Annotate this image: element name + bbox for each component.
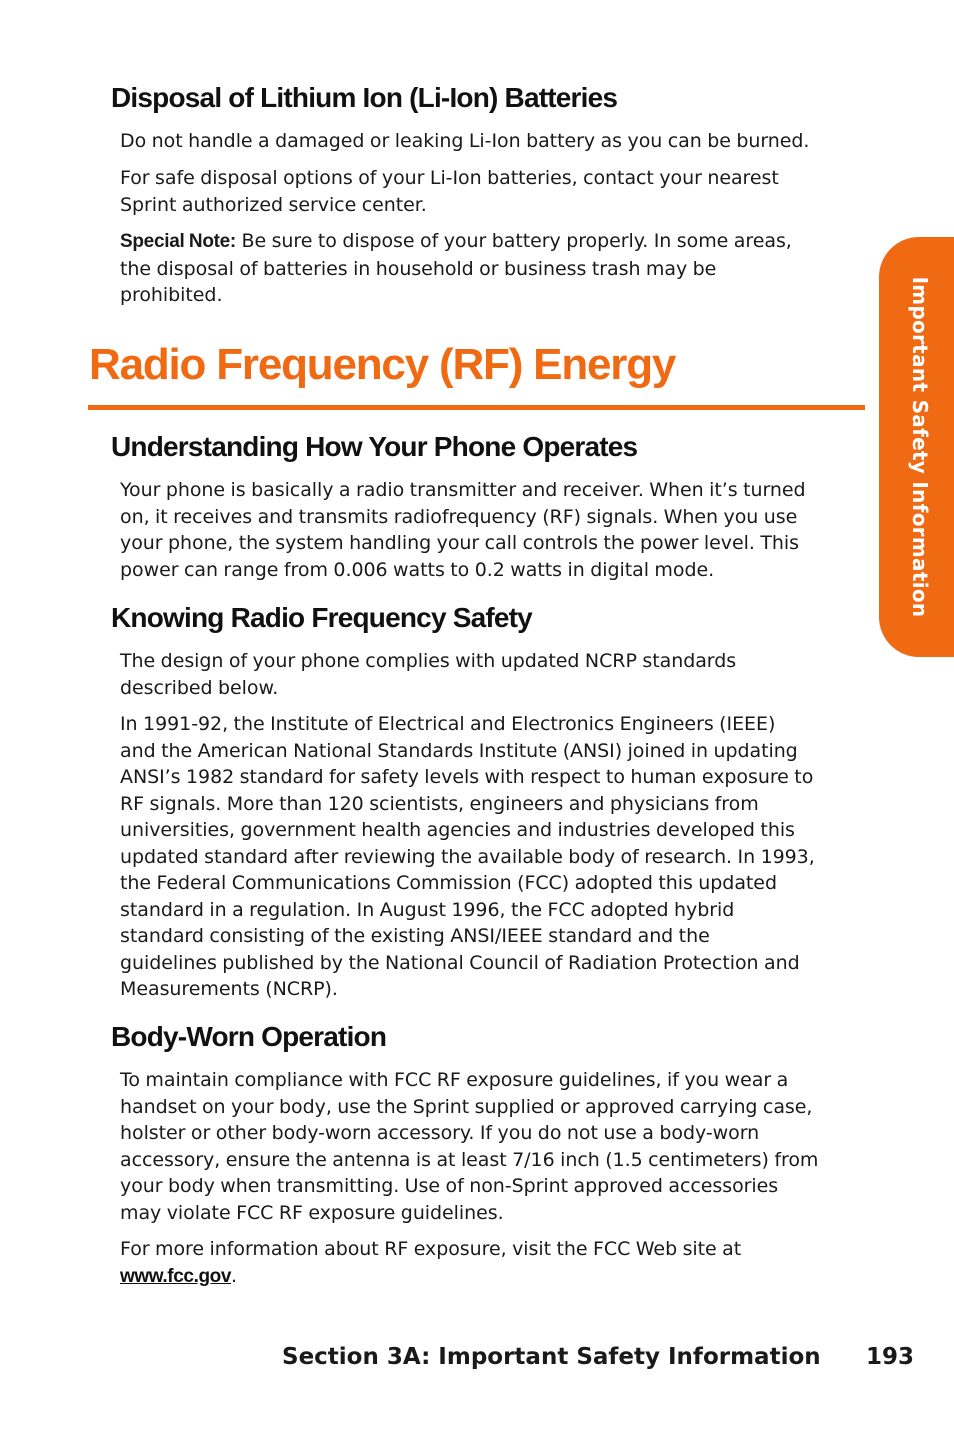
special-note-paragraph [120,228,866,309]
title-underline-rule [88,405,865,410]
battery-warning-paragraph: Do not handle a damaged or leaking Li-Ion battery as you can be burned. [120,130,810,152]
text-line: RF signals. More than 120 scientists, engineers and physicians from [120,792,759,815]
text-line: Sprint authorized service center. [120,193,427,216]
text-line: For more information about RF exposure, visit the FCC Web site at [120,1238,742,1260]
text-line: standard consisting of the existing ANSI/IEEE standard and the [120,925,710,947]
link-suffix: . [231,1264,238,1287]
body-worn-paragraph [120,1067,866,1226]
text-line: ANSI’s 1982 standard for safety levels with respect to human exposure to [120,766,814,788]
side-tab-label: Important Safety Information [908,276,932,618]
text-line: your phone, the system handling your call controls the power level. This [120,532,799,554]
rf-standards-history-paragraph [120,711,866,1003]
text-line: universities, government health agencies and industries developed this [120,819,795,841]
special-note-label: Special Note: [120,231,236,252]
text-line: guidelines published by the National Council of Radiation Protection and [120,951,800,974]
text-line: Be sure to dispose of your battery properly. In some areas, [235,230,792,252]
text-line: your body when transmitting. Use of non-Sprint approved accessories [120,1175,779,1197]
text-line: updated standard after reviewing the available body of research. In 1993, [120,845,815,868]
footer-section-label: Section 3A: Important Safety Information [282,1344,821,1370]
fcc-website-link[interactable]: www.fcc.gov [120,1265,232,1287]
battery-disposal-paragraph [120,165,866,218]
text-line: on, it receives and transmits radiofrequency (RF) signals. When you use [120,505,798,528]
text-line: power can range from 0.006 watts to 0.2 watts in digital mode. [120,558,715,581]
text-line: handset on your body, use the Sprint supplied or approved carrying case, [120,1095,813,1118]
section-heading-phone-operation: Understanding How Your Phone Operates [111,431,638,462]
page-title: Radio Frequency (RF) Energy [89,340,676,389]
text-line: Measurements (NCRP). [120,978,338,1000]
text-line: holster or other body-worn accessory. If you do not use a body-worn [120,1122,760,1144]
text-line: and the American National Standards Institute (ANSI) joined in updating [120,739,798,762]
text-line: the Federal Communications Commission (FCC) adopted this updated [120,872,777,894]
text-line: prohibited. [120,284,223,306]
more-info-paragraph [120,1236,866,1290]
text-line: standard in a regulation. In August 1996, the FCC adopted hybrid [120,898,735,921]
phone-operation-paragraph [120,477,866,583]
text-line: may violate FCC RF exposure guidelines. [120,1201,504,1224]
text-line: For safe disposal options of your Li-Ion batteries, contact your nearest [120,167,779,189]
text-line: In 1991-92, the Institute of Electrical and Electronics Engineers (IEEE) [120,713,776,735]
text-line: accessory, ensure the antenna is at least 7/16 inch (1.5 centimeters) from [120,1148,819,1171]
page-number: 193 [866,1344,915,1370]
text-line: To maintain compliance with FCC RF exposure guidelines, if you wear a [120,1069,789,1091]
section-heading-battery-disposal: Disposal of Lithium Ion (Li-Ion) Batteries [111,82,618,113]
rf-safety-intro-paragraph [120,648,866,701]
text-line: described below. [120,676,279,699]
text-line: Your phone is basically a radio transmitter and receiver. When it’s turned [120,479,806,501]
text-line: the disposal of batteries in household or business trash may be [120,257,717,280]
text-line: The design of your phone complies with updated NCRP standards [120,650,737,672]
section-heading-rf-safety: Knowing Radio Frequency Safety [111,602,532,633]
section-heading-body-worn: Body-Worn Operation [111,1021,387,1052]
